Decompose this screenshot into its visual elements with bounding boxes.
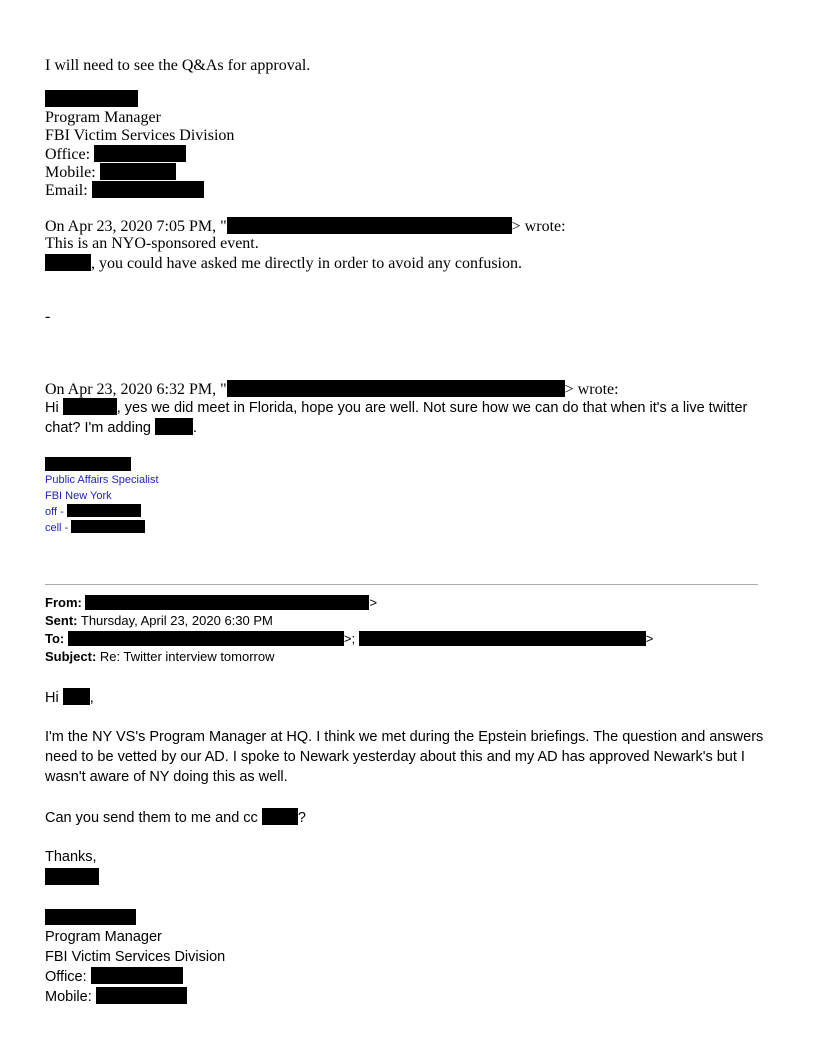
redacted-quote1-sender: [227, 217, 512, 234]
body-para1-line1: I'm the NY VS's Program Manager at HQ. I think we met during the Epstein briefings. The question and answers: [45, 729, 764, 745]
quote2-body1-end: , yes we did meet in Florida, hope you are well. Not sure how we can do that when it's a live twitter: [116, 400, 748, 416]
greeting-start: Hi: [45, 690, 63, 706]
original-signature-division: FBI Victim Services Division: [45, 949, 226, 965]
para2-end: ?: [297, 810, 306, 826]
redacted-mobile-number: [100, 163, 176, 180]
para2-start: Can you send them to me and cc: [45, 810, 262, 826]
redacted-off-number: [67, 504, 141, 517]
redacted-cell-number: [71, 520, 145, 533]
redacted-sender-name: [45, 90, 138, 107]
signature-office-line: [45, 145, 186, 164]
quote1-line2-text: , you could have asked me directly in order to avoid any confusion.: [91, 255, 522, 272]
quote2-signature-title: Public Affairs Specialist: [45, 474, 159, 486]
body-para1-line2: need to be vetted by our AD. I spoke to Newark yesterday about this and my AD has approved Newark's but I: [45, 749, 745, 765]
subject-value: Re: Twitter interview tomorrow: [96, 649, 275, 664]
redacted-email: [92, 181, 204, 198]
redacted-original-office-number: [91, 967, 183, 984]
quote2-body1-start: Hi: [45, 400, 63, 416]
redacted-thanks-name: [45, 868, 99, 885]
subject-line: [45, 648, 275, 666]
quote2-body-line2: [45, 418, 197, 437]
redacted-signature-name: [45, 909, 136, 925]
redacted-original-mobile-number: [96, 987, 187, 1004]
redacted-quote2-sender: [227, 380, 565, 397]
sent-value: Thursday, April 23, 2020 6:30 PM: [77, 613, 273, 628]
quote1-line1: This is an NYO-sponsored event.: [45, 235, 259, 252]
body-para1-line3: wasn't aware of NY doing this as well.: [45, 769, 288, 785]
original-signature-title: Program Manager: [45, 929, 162, 945]
quote2-header-suffix: > wrote:: [564, 381, 619, 398]
body-para2: [45, 808, 306, 827]
redacted-greeting-name: [63, 688, 90, 705]
subject-label: Subject:: [45, 649, 97, 664]
redacted-cc-name: [262, 808, 298, 825]
sent-label: Sent:: [45, 613, 78, 628]
signature-mobile-line: [45, 163, 176, 182]
to-label: To:: [45, 631, 65, 646]
redacted-to-address-2: [359, 631, 646, 646]
office-label: Office:: [45, 146, 91, 163]
to-suffix: >: [645, 631, 654, 646]
original-mobile-line: [45, 987, 187, 1007]
quote2-body2-start: chat? I'm adding: [45, 420, 155, 436]
redacted-office-number: [94, 145, 186, 162]
quote2-cell-line: [45, 520, 145, 536]
quote2-body2-end: .: [192, 420, 198, 436]
original-office-label: Office:: [45, 969, 87, 985]
redacted-quote1-name: [45, 254, 91, 271]
quote2-off-line: [45, 504, 141, 520]
to-separator: >;: [343, 631, 356, 646]
quote1-dash: -: [45, 308, 51, 325]
signature-email-line: [45, 181, 204, 200]
message-separator: [45, 584, 758, 585]
quote2-header: [45, 380, 619, 399]
redacted-added-person: [155, 418, 193, 435]
thanks-line: Thanks,: [45, 849, 97, 865]
from-line: [45, 594, 377, 612]
cell-label: cell -: [45, 522, 72, 534]
off-label: off -: [45, 506, 67, 518]
original-office-line: [45, 967, 183, 987]
reply-line: I will need to see the Q&As for approval.: [45, 57, 311, 74]
from-suffix: >: [369, 595, 378, 610]
email-label: Email:: [45, 182, 88, 199]
original-mobile-label: Mobile:: [45, 989, 92, 1005]
sent-line: [45, 612, 273, 630]
redacted-quote2-signature-name: [45, 457, 131, 471]
quote2-signature-office: FBI New York: [45, 490, 112, 502]
signature-division: FBI Victim Services Division: [45, 127, 235, 144]
redacted-from-address: [85, 595, 369, 610]
redacted-quote2-recipient: [63, 398, 117, 415]
quote1-header-suffix: > wrote:: [511, 218, 566, 235]
quote2-header-prefix: On Apr 23, 2020 6:32 PM, ": [45, 381, 227, 398]
quote2-body-line1: [45, 398, 747, 417]
quote1-line2: [45, 254, 522, 273]
signature-title: Program Manager: [45, 109, 161, 126]
quote1-header-prefix: On Apr 23, 2020 7:05 PM, ": [45, 218, 227, 235]
to-line: [45, 630, 653, 648]
from-label: From:: [45, 595, 82, 610]
redacted-to-address-1: [68, 631, 344, 646]
mobile-label: Mobile:: [45, 164, 96, 181]
quote1-header: [45, 217, 566, 236]
greeting-end: ,: [89, 690, 94, 706]
greeting: [45, 688, 94, 707]
